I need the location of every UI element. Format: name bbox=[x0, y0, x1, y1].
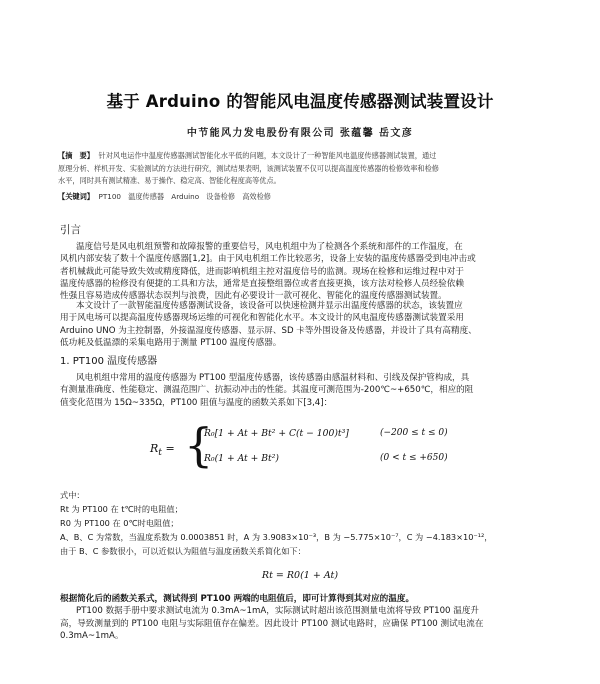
paragraph-line: 用于风电场可以提高温度传感器现场运维的可视化和智能化水平。本文设计的风电温度传感器测试装置采用 bbox=[60, 313, 464, 324]
definition-line: 式中： bbox=[60, 490, 85, 500]
formula-case-1: R₀[1 + At + Bt² + C(t − 100)t³] bbox=[204, 428, 349, 439]
formula-brace: { bbox=[184, 418, 214, 472]
paragraph-line: 高，导致测量到的 PT100 电阻与实际阻值存在偏差。因此设计 PT100 测试电路时，应确保 PT100 测试电流在 bbox=[60, 618, 484, 629]
keywords-label: 【关键词】 bbox=[58, 192, 94, 201]
paragraph-line: 有测量准确度、性能稳定、测温范围广、抗振动冲击的性能。其温度可测范围为-200℃~+650℃，相应的阻 bbox=[60, 385, 474, 396]
paragraph-line: 值变化范围为 15Ω~335Ω，PT100 阻值与温度的函数关系如下[3,4]： bbox=[60, 397, 333, 408]
abstract bbox=[58, 150, 558, 188]
paragraph-line: 温度传感器的检修没有便捷的工具和方法，通常是直接整组器位或者直接更换，该方法对检修人员经验依赖 bbox=[60, 278, 464, 289]
intro-heading: 引言 bbox=[60, 224, 81, 236]
definition-line: 由于 B、C 参数很小，可以近似认为阻值与温度函数关系简化如下： bbox=[60, 546, 306, 556]
paper-title: 基于 Arduino 的智能风电温度传感器测试装置设计 bbox=[106, 92, 494, 111]
intro-paragraph-1 bbox=[60, 241, 560, 302]
intro-paragraph-2 bbox=[60, 300, 560, 349]
abstract-line bbox=[58, 150, 558, 163]
definition-line: Rt 为 PT100 在 t℃时的电阻值； bbox=[60, 504, 183, 514]
simplified-formula: Rt = R0(1 + At) bbox=[261, 570, 339, 581]
paragraph-line: 温度信号是风电机组预警和故障报警的重要信号，风电机组中为了检测各个系统和部件的工作温度，在 bbox=[76, 242, 463, 252]
paragraph-line: 风电机组中常用的温度传感器为 PT100 型温度传感器，该传感器由感温材料和、引线及保护管构成，具 bbox=[76, 373, 470, 383]
definition-line: R0 为 PT100 在 0℃时电阻值； bbox=[60, 518, 179, 528]
pt100-piecewise-formula bbox=[150, 420, 450, 478]
formula-condition-2: (0 < t ≤ +650) bbox=[380, 453, 448, 463]
keywords-text: PT100 温度传感器 Arduino 设备检修 高效检修 bbox=[98, 192, 271, 201]
abstract-line: 原理分析、样机开发、实验测试的方法进行研究，测试结果表明，该测试装置不仅可以提高温度传感器的检修效率和检修 bbox=[58, 163, 439, 173]
paragraph-line: 本文设计了一款智能温度传感器测试设备，该设备可以快速检测并显示出温度传感器的状态，该装置应 bbox=[76, 301, 463, 311]
paragraph-line: 0.3mA~1mA。 bbox=[60, 630, 124, 641]
formula-definitions bbox=[60, 488, 560, 558]
paragraph-line: Arduino UNO 为主控制器，外接温湿度传感器、显示屏、SD 卡等外围设备及传感器，并设计了具有高精度、 bbox=[60, 325, 477, 336]
paragraph-line: 风机内部安装了数十个温度传感器[1,2]。由于风电机组工作比较恶劣，设备上安装的温度传感器受到电冲击或 bbox=[60, 254, 476, 265]
closing-paragraph bbox=[60, 593, 560, 642]
abstract-line: 水平，同时具有测试精准、易于操作、稳定高、智能化程度高等优点。 bbox=[58, 176, 281, 185]
paragraph-line: 根据简化后的函数关系式，测试得到 PT100 两端的电阻值后，即可计算得到其对应的温度。 bbox=[60, 594, 415, 604]
abstract-text: 针对风电运作中温度传感器测试智能化水平低的问题，本文设计了一种智能风电温度传感器测试装置，通过 bbox=[98, 151, 437, 160]
paragraph-line: 性强且容易造成传感器状态误判与浪费，因此有必要设计一款可视化、智能化的温度传感器测试装置。 bbox=[60, 291, 447, 302]
keywords bbox=[58, 192, 558, 202]
formula-lhs: $R_t$ = bbox=[150, 442, 175, 459]
section-1-heading: 1. PT100 温度传感器 bbox=[60, 356, 158, 367]
paragraph-line: PT100 数据手册中要求测试电流为 0.3mA~1mA，实际测试时超出该范围测量电流将导致 PT100 温度升 bbox=[76, 606, 480, 617]
paper-authors: 中节能风力发电股份有限公司 张蕴馨 岳文彦 bbox=[186, 128, 414, 139]
definition-line: A、B、C 为常数，当温度系数为 0.0003851 时，A 为 3.9083×10⁻³，B 为 −5.775×10⁻⁷，C 为 −4.183×10⁻¹²， bbox=[60, 532, 493, 542]
paragraph-line: 者机械裁此可能导致失效或精度降低，进而影响机组主控对温度信号的监测。现场在检修和运维过程中对于 bbox=[60, 266, 464, 277]
section-1-paragraph bbox=[60, 372, 560, 409]
abstract-label: 【摘 要】 bbox=[58, 151, 94, 160]
formula-condition-1: (−200 ≤ t ≤ 0) bbox=[380, 428, 448, 438]
formula-case-2: R₀(1 + At + Bt²) bbox=[204, 453, 279, 464]
paragraph-line: 低功耗及低温漂的采集电路用于测量 PT100 温度传感器。 bbox=[60, 337, 282, 348]
